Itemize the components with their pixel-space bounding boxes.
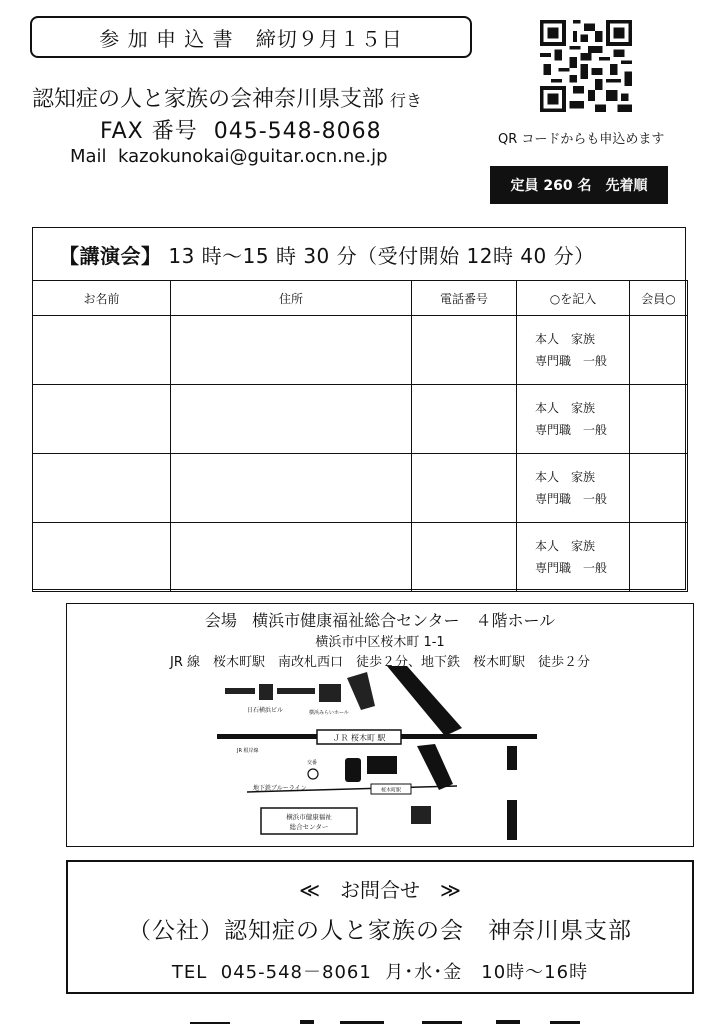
category-field[interactable] [517,454,630,523]
map-label: 横浜みらいホール [309,710,349,716]
name-field[interactable] [33,454,171,523]
category-line-1: 本人 家族 [535,470,596,484]
mail-line [70,146,388,167]
category-line-2: 専門職 一般 [535,354,608,368]
lecture-title: 【講演会】 [59,244,162,268]
police-box-icon [308,769,318,779]
registration-table [32,280,688,592]
lecture-heading [59,240,595,269]
fax-line [100,114,382,145]
category-line-2: 専門職 一般 [535,492,608,506]
subway-station-label: 桜木町駅 [380,787,402,794]
form-title: 参 加 申 込 書 [99,26,234,51]
venue-box [66,603,694,847]
map-building [345,758,361,782]
map-road [507,800,517,840]
map-label: JR 根岸線 [237,748,259,754]
category-field[interactable] [517,385,630,454]
jr-station-label: ＪＲ 桜木町 駅 [332,733,386,743]
category-field[interactable] [517,523,630,592]
member-field[interactable] [630,385,688,454]
phone-field[interactable] [412,523,517,592]
map-label: 日石横浜ビル [247,707,284,714]
venue-label: 会場 [204,611,237,630]
map-road [417,744,453,790]
map-building [367,756,397,774]
phone-field[interactable] [412,454,517,523]
member-field[interactable] [630,454,688,523]
map-building [225,688,255,694]
table-row [33,454,688,523]
category-field[interactable] [517,316,630,385]
address-field[interactable] [171,316,412,385]
contact-phone-line [68,958,692,984]
mail-label: Mail [70,146,107,167]
col-category: ○を記入 [517,281,630,316]
map-building [347,672,375,710]
org-name: 認知症の人と家族の会神奈川県支部 [32,87,385,112]
venue-building-label: 総合センター [289,823,329,831]
table-row [33,316,688,385]
table-header-row [33,281,688,316]
contact-org: （公社）認知症の人と家族の会 神奈川県支部 [128,918,632,944]
address-field[interactable] [171,523,412,592]
category-line-2: 専門職 一般 [535,423,608,437]
table-row [33,385,688,454]
address-field[interactable] [171,385,412,454]
qr-code-icon[interactable] [540,20,632,112]
map-building [319,684,341,702]
member-field[interactable] [630,316,688,385]
col-member: 会員○ [630,281,688,316]
registration-form [32,227,686,590]
phone-field[interactable] [412,316,517,385]
map-road [507,746,517,770]
addressee-suffix: 行き [390,91,423,110]
venue-map [217,666,537,842]
contact-box [66,860,694,994]
col-phone: 電話番号 [412,281,517,316]
map-building [277,688,315,694]
map-road [387,666,462,736]
contact-heading: ≪ お問合せ ≫ [299,878,461,902]
fax-label: FAX 番号 [100,119,198,144]
venue-name: 横浜市健康福祉総合センター ４階ホール [252,611,556,630]
subway-label: 地下鉄ブルーライン [253,785,307,792]
lecture-time: 13 時～15 時 30 分（受付開始 12時 40 分） [168,244,595,268]
name-field[interactable] [33,316,171,385]
map-label: 交番 [307,760,318,766]
map-building [411,806,431,824]
venue-heading [67,608,693,631]
address-field[interactable] [171,454,412,523]
category-line-2: 専門職 一般 [535,561,608,575]
form-title-box [30,16,472,58]
deadline-text: 締切９月１５日 [255,26,403,51]
map-building [259,684,273,700]
col-name: お名前 [33,281,171,316]
category-line-1: 本人 家族 [535,539,596,553]
venue-building-label: 横浜市健康福祉 [286,813,332,821]
venue-access: JR 線 桜木町駅 南改札西口 徒歩２分、地下鉄 桜木町駅 徒歩２分 [170,655,590,670]
venue-address: 横浜市中区桜木町 1-1 [315,635,445,650]
name-field[interactable] [33,385,171,454]
category-line-1: 本人 家族 [535,332,596,346]
office-hours: 月･水･金 10時～16時 [385,962,589,983]
col-address: 住所 [171,281,412,316]
capacity-badge: 定員 260 名 先着順 [490,166,668,204]
category-line-1: 本人 家族 [535,401,596,415]
name-field[interactable] [33,523,171,592]
tel-label: TEL [171,962,208,983]
qr-note: QR コードからも申込めます [498,132,665,147]
member-field[interactable] [630,523,688,592]
fax-number: 045-548-8068 [213,119,382,144]
bottom-cutoff-marks [190,1016,610,1024]
addressee-line [32,82,422,113]
phone-field[interactable] [412,385,517,454]
tel-number[interactable]: 045-548－8061 [220,962,372,983]
mail-address[interactable]: kazokunokai@guitar.ocn.ne.jp [118,146,388,167]
table-row [33,523,688,592]
